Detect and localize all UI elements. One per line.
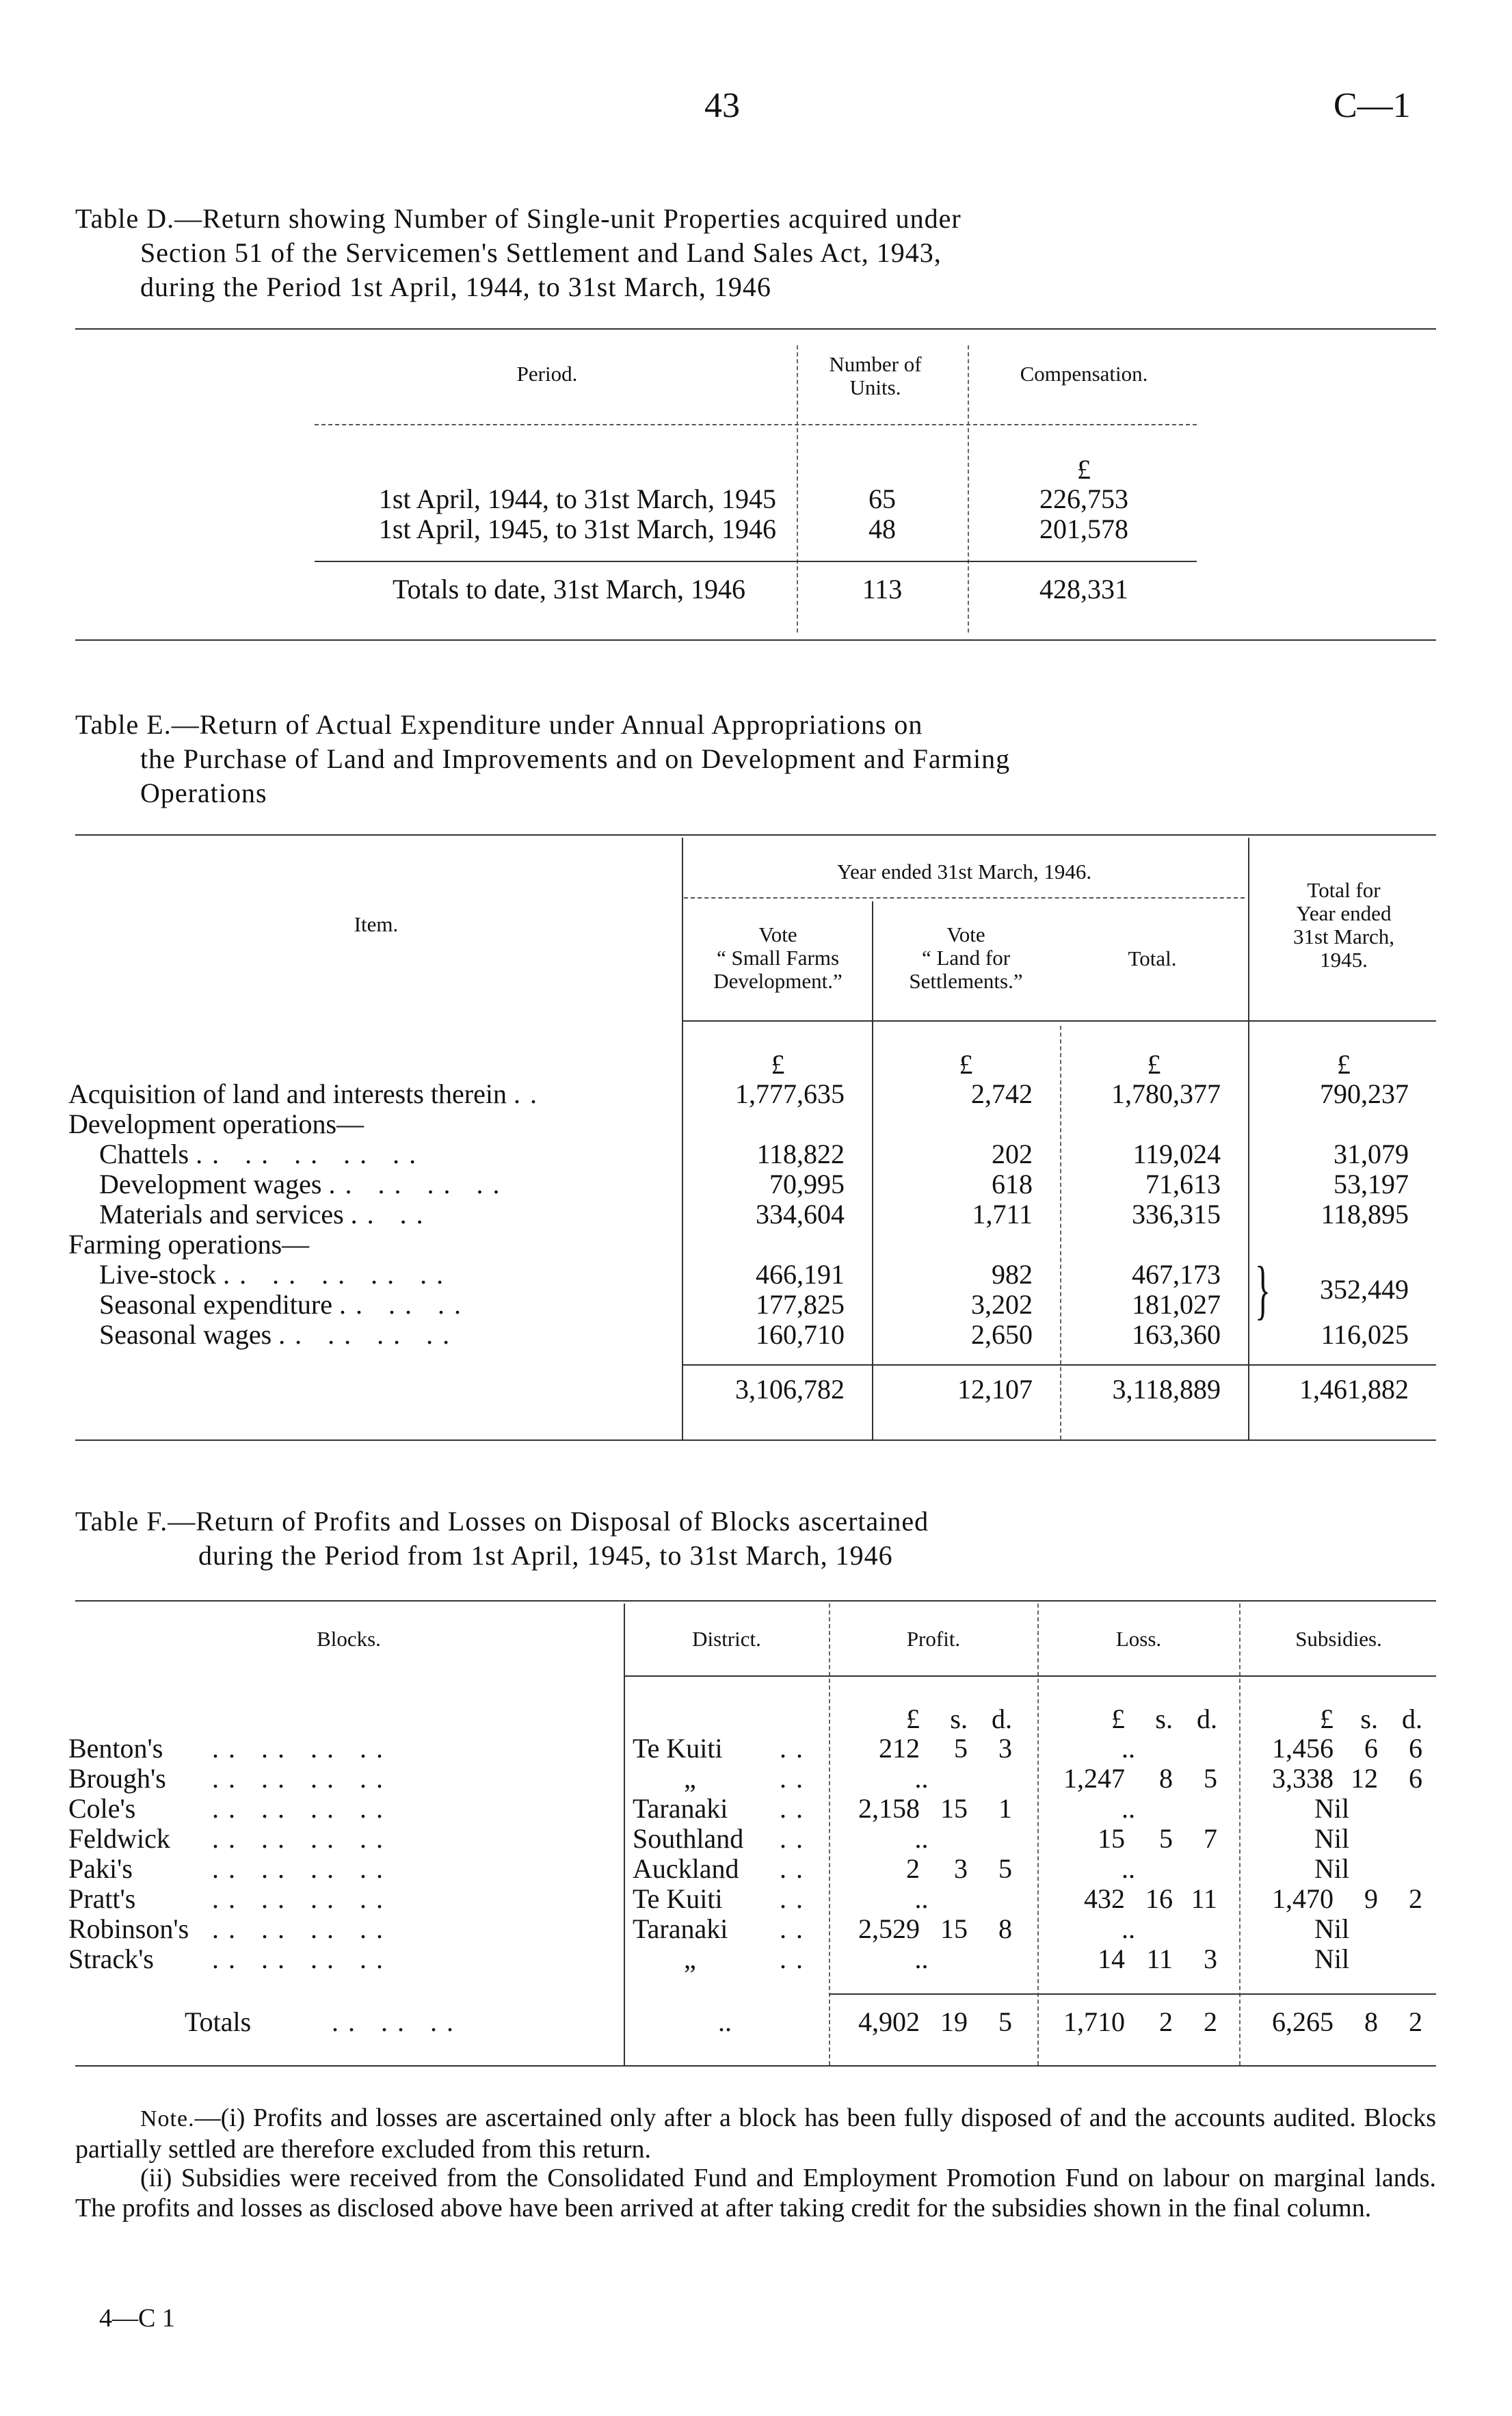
- table-f-profit-value: 5: [954, 1733, 968, 1764]
- table-d-col-units: [797, 353, 954, 399]
- table-e-v2: 3,202: [971, 1289, 1033, 1320]
- item-label: Chattels: [99, 1139, 189, 1169]
- table-d-units: 65: [868, 483, 896, 514]
- item-label: Seasonal wages: [99, 1319, 272, 1350]
- table-f-profit-value: 3: [954, 1853, 968, 1884]
- table-f-district: Taranaki: [633, 1793, 728, 1824]
- leader-dots: .. .. .. ..: [212, 1763, 393, 1794]
- table-f-loss-value: 432: [1084, 1883, 1125, 1914]
- col-line: 1945.: [1320, 948, 1368, 972]
- leader-dots: ..: [780, 1823, 812, 1854]
- table-f-loss-value: 3: [1204, 1943, 1217, 1974]
- rule: [624, 1675, 1436, 1677]
- table-f-loss-value: 11: [1146, 1943, 1173, 1974]
- table-e-v1: 466,191: [756, 1259, 845, 1290]
- leader-dots: ..: [780, 1853, 812, 1884]
- table-f-profit-value: 2: [906, 1853, 920, 1884]
- currency-symbol: £: [771, 1049, 785, 1080]
- table-d-col-compensation: Compensation.: [1020, 362, 1148, 386]
- table-d-title: [75, 202, 1436, 304]
- table-e-item: [99, 1139, 425, 1169]
- table-e-col-year: Year ended 31st March, 1946.: [836, 860, 1092, 884]
- table-e-col-vote-land: [872, 923, 1060, 993]
- unit-pounds: £: [1111, 1703, 1125, 1734]
- table-e-v2: 2,650: [971, 1319, 1033, 1350]
- table-d-units: 48: [868, 514, 896, 544]
- table-d-title-line: Section 51 of the Servicemen's Settlement and Land Sales Act, 1943,: [140, 237, 942, 268]
- table-f-loss-value: 1,247: [1063, 1763, 1125, 1794]
- table-f-subsidy-value: 9: [1364, 1883, 1378, 1914]
- table-e-group-heading: Farming operations—: [68, 1229, 310, 1260]
- column-divider: [1239, 1604, 1241, 2065]
- table-e-col-item: Item.: [354, 912, 399, 936]
- column-divider: [624, 1604, 625, 2065]
- table-f-subsidy-value: 2: [1409, 1883, 1422, 1914]
- table-f-block: Robinson's: [68, 1913, 189, 1944]
- currency-symbol: £: [1147, 1049, 1161, 1080]
- table-e-total-v1: 3,106,782: [735, 1374, 845, 1405]
- table-f-subsidy-value: 1,456: [1272, 1733, 1334, 1764]
- table-e-item: [99, 1290, 470, 1320]
- table-e-title-line: the Purchase of Land and Improvements and on Development and Farming: [140, 743, 1011, 774]
- table-f-col-subsidies: Subsidies.: [1295, 1627, 1382, 1651]
- col-line: Vote: [758, 922, 797, 946]
- table-e-total-total: 3,118,889: [1112, 1374, 1221, 1405]
- table-e-total: 467,173: [1132, 1259, 1221, 1290]
- table-f-loss-value: 5: [1204, 1763, 1217, 1794]
- table-f-subsidy-value: 6: [1409, 1733, 1422, 1764]
- table-f-district: Southland: [633, 1823, 744, 1854]
- column-divider: [1248, 838, 1249, 1439]
- table-e-prev: 790,237: [1320, 1078, 1409, 1109]
- page-number: 43: [704, 86, 740, 125]
- leader-dots: ..: [780, 1913, 812, 1944]
- table-f-loss-value: ..: [1122, 1733, 1135, 1764]
- table-e-total-prev: 1,461,882: [1299, 1374, 1409, 1405]
- table-f-profit-value: ..: [914, 1823, 929, 1854]
- table-e-title-line: Operations: [140, 778, 267, 808]
- table-e-title-line: Table E.—Return of Actual Expenditure under Annual Appropriations on: [75, 709, 923, 740]
- table-e-v2: 982: [992, 1259, 1033, 1290]
- table-f-totals-district: ..: [718, 2006, 732, 2037]
- table-f-title-line: during the Period from 1st April, 1945, to 31st March, 1946: [198, 1540, 893, 1571]
- table-f-loss-value: 7: [1204, 1823, 1217, 1854]
- table-d-period: 1st April, 1945, to 31st March, 1946: [378, 514, 776, 544]
- table-e-v2: 2,742: [971, 1078, 1033, 1109]
- totals-subsidy-pounds: 6,265: [1272, 2006, 1334, 2037]
- brace: }: [1255, 1253, 1271, 1326]
- table-f-subsidy-value: Nil: [1314, 1913, 1350, 1944]
- table-e-v1: 118,822: [756, 1139, 845, 1169]
- item-label: Acquisition of land and interests therein: [68, 1078, 507, 1109]
- totals-subsidy-pence: 2: [1409, 2006, 1422, 2037]
- table-d-col-period: Period.: [516, 362, 578, 386]
- col-line: 31st March,: [1292, 925, 1395, 948]
- col-line: Settlements.”: [909, 969, 1023, 993]
- table-f-profit-value: 15: [940, 1913, 968, 1944]
- table-f-loss-value: ..: [1122, 1853, 1135, 1884]
- table-f-profit-value: ..: [914, 1943, 929, 1974]
- leader-dots: .. .. .. .. ..: [196, 1139, 426, 1169]
- table-e-total: 163,360: [1132, 1319, 1221, 1350]
- table-f-block: Strack's: [68, 1943, 154, 1974]
- table-f-district: „: [684, 1943, 696, 1974]
- leader-dots: ..: [780, 1793, 812, 1824]
- table-f-district: Taranaki: [633, 1913, 728, 1944]
- table-f-col-profit: Profit.: [906, 1627, 961, 1651]
- footer-signature: 4—C 1: [99, 2304, 175, 2333]
- table-e-item: [99, 1199, 433, 1230]
- col-line: Year ended: [1296, 901, 1392, 925]
- table-f-profit-value: 15: [940, 1793, 968, 1824]
- table-f-block: Cole's: [68, 1793, 136, 1824]
- table-f-subsidy-value: 6: [1364, 1733, 1378, 1764]
- unit-pounds: £: [1320, 1703, 1334, 1734]
- table-d-title-line: during the Period 1st April, 1944, to 31st March, 1946: [140, 271, 771, 302]
- table-e-v1: 334,604: [756, 1199, 845, 1230]
- table-f-district: Te Kuiti: [633, 1733, 723, 1764]
- totals-profit-pounds: 4,902: [858, 2006, 920, 2037]
- unit-pence: d.: [1197, 1703, 1217, 1734]
- rule: [684, 897, 1245, 899]
- leader-dots: .. .. .. ..: [212, 1853, 393, 1884]
- table-e-v2: 1,711: [972, 1199, 1033, 1230]
- table-e-group-heading: Development operations—: [68, 1109, 364, 1139]
- col-line: Vote: [946, 922, 985, 946]
- table-f-totals-label: Totals: [185, 2006, 252, 2037]
- table-f-subsidy-value: 3,338: [1272, 1763, 1334, 1794]
- table-f-loss-value: 15: [1098, 1823, 1125, 1854]
- item-label: Seasonal expenditure: [99, 1289, 332, 1320]
- table-f-subsidy-value: Nil: [1314, 1853, 1350, 1884]
- table-e-v1: 1,777,635: [735, 1078, 845, 1109]
- leader-dots: .. .. .. ..: [278, 1319, 460, 1350]
- table-f-profit-value: 1: [998, 1793, 1012, 1824]
- column-divider: [829, 1604, 830, 2065]
- table-f-block: Benton's: [68, 1733, 163, 1764]
- table-f-title-line: Table F.—Return of Profits and Losses on Disposal of Blocks ascertained: [75, 1506, 929, 1537]
- leader-dots: .. .. .. ..: [212, 1823, 393, 1854]
- table-f-loss-value: 8: [1159, 1763, 1173, 1794]
- table-f-loss-value: ..: [1122, 1913, 1135, 1944]
- totals-profit-pence: 5: [998, 2006, 1012, 2037]
- table-f-loss-value: 14: [1098, 1943, 1125, 1974]
- table-e-col-vote-small-farms: [684, 923, 872, 993]
- table-d-compensation: 201,578: [1039, 514, 1128, 544]
- table-f-loss-value: 11: [1191, 1883, 1217, 1914]
- table-e-v2: 618: [992, 1169, 1033, 1199]
- table-f-district: Te Kuiti: [633, 1883, 723, 1914]
- table-e-item: [99, 1169, 509, 1199]
- table-e-prev: 118,895: [1321, 1199, 1409, 1230]
- table-f-profit-value: 8: [998, 1913, 1012, 1944]
- table-f-col-loss: Loss.: [1115, 1627, 1162, 1651]
- totals-profit-shillings: 19: [940, 2006, 968, 2037]
- table-f-subsidy-value: Nil: [1314, 1823, 1350, 1854]
- column-divider: [797, 345, 798, 633]
- table-f-block: Brough's: [68, 1763, 166, 1794]
- col-units-line: Number of: [829, 352, 922, 376]
- table-d-totals-units: 113: [862, 574, 903, 605]
- table-e-v1: 70,995: [769, 1169, 845, 1199]
- leader-dots: .. .. .. ..: [328, 1169, 509, 1199]
- table-f-profit-value: ..: [914, 1763, 929, 1794]
- table-e-item: [68, 1079, 546, 1109]
- rule: [315, 424, 1197, 425]
- table-f-district: „: [684, 1763, 696, 1794]
- currency-symbol: £: [1337, 1049, 1351, 1080]
- table-f-col-district: District.: [692, 1627, 761, 1651]
- rule: [75, 2065, 1436, 2067]
- leader-dots: ..: [780, 1883, 812, 1914]
- table-f-col-blocks: Blocks.: [317, 1627, 381, 1651]
- table-e-col-prev-year: [1251, 879, 1436, 972]
- table-e-v1: 160,710: [756, 1319, 845, 1350]
- table-f-block: Paki's: [68, 1853, 133, 1884]
- leader-dots: ..: [780, 1733, 812, 1764]
- table-e-col-total: Total.: [1128, 946, 1177, 970]
- unit-shillings: s.: [1360, 1703, 1378, 1734]
- rule: [829, 1993, 1436, 1995]
- totals-loss-pounds: 1,710: [1063, 2006, 1125, 2037]
- rule: [75, 328, 1436, 330]
- table-f-block: Pratt's: [68, 1883, 136, 1914]
- totals-loss-shillings: 2: [1159, 2006, 1173, 2037]
- table-e-total: 336,315: [1132, 1199, 1221, 1230]
- table-e-total: 1,780,377: [1111, 1078, 1221, 1109]
- column-divider: [682, 838, 683, 1439]
- leader-dots: ..: [513, 1078, 546, 1109]
- table-e-v1: 177,825: [756, 1289, 845, 1320]
- leader-dots: ..: [780, 1943, 812, 1974]
- table-e-prev: 31,079: [1334, 1139, 1409, 1169]
- document-code: C—1: [1334, 86, 1411, 125]
- table-f-district: Auckland: [633, 1853, 739, 1884]
- item-label: Materials and services: [99, 1199, 344, 1230]
- column-divider: [1037, 1604, 1039, 2065]
- col-line: “ Small Farms: [716, 946, 840, 970]
- table-f-subsidy-value: 1,470: [1272, 1883, 1334, 1914]
- table-e-prev: 53,197: [1334, 1169, 1409, 1199]
- table-d-compensation: 226,753: [1039, 483, 1128, 514]
- rule: [682, 1020, 1436, 1022]
- leader-dots: .. .. ..: [339, 1289, 470, 1320]
- leader-dots: .. .. .. ..: [212, 1733, 393, 1764]
- table-e-total: 181,027: [1132, 1289, 1221, 1320]
- column-divider: [968, 345, 969, 633]
- table-f-subsidy-value: 12: [1351, 1763, 1378, 1794]
- currency-symbol: £: [1077, 454, 1091, 485]
- table-e-item: [99, 1320, 459, 1350]
- table-f-profit-value: 2,529: [858, 1913, 920, 1944]
- unit-shillings: s.: [950, 1703, 968, 1734]
- leader-dots: .. .. .. ..: [212, 1793, 393, 1824]
- unit-pence: d.: [992, 1703, 1012, 1734]
- note-label: Note.: [140, 2106, 195, 2132]
- table-f-profit-value: 5: [998, 1853, 1012, 1884]
- leader-dots: ..: [780, 1763, 812, 1794]
- table-e-total-v2: 12,107: [957, 1374, 1033, 1405]
- note-paragraph-1: [75, 2103, 1436, 2164]
- totals-loss-pence: 2: [1204, 2006, 1217, 2037]
- rule: [75, 1600, 1436, 1602]
- table-f-loss-value: ..: [1122, 1793, 1135, 1824]
- table-d-totals-compensation: 428,331: [1039, 574, 1128, 605]
- item-label: Live-stock: [99, 1259, 217, 1290]
- col-units-line: Units.: [849, 375, 901, 399]
- rule: [75, 639, 1436, 641]
- table-f-block: Feldwick: [68, 1823, 170, 1854]
- unit-pounds: £: [906, 1703, 920, 1734]
- table-e-item: [99, 1260, 453, 1290]
- table-e-title: [75, 708, 1436, 810]
- table-d-title-line: Table D.—Return showing Number of Single-unit Properties acquired under: [75, 203, 961, 234]
- table-f-profit-value: ..: [914, 1883, 929, 1914]
- rule: [75, 834, 1436, 836]
- rule: [682, 1364, 1436, 1366]
- item-label: Development wages: [99, 1169, 322, 1199]
- table-d-period: 1st April, 1944, to 31st March, 1945: [378, 483, 776, 514]
- col-line: Total for: [1307, 878, 1381, 902]
- table-f-subsidy-value: Nil: [1314, 1943, 1350, 1974]
- table-f-loss-value: 16: [1145, 1883, 1173, 1914]
- table-f-title: [75, 1504, 1436, 1573]
- note-paragraph-2: (ii) Subsidies were received from the Consolidated Fund and Employment Promotion Fund on labour on marginal lands. The profits and losses as disclosed above have been arrived at after taking credit for the subsidies shown in the final column.: [75, 2164, 1436, 2222]
- leader-dots: .. .. .. ..: [212, 1913, 393, 1944]
- table-d-totals-label: Totals to date, 31st March, 1946: [393, 574, 745, 605]
- table-f-subsidy-value: Nil: [1314, 1793, 1350, 1824]
- leader-dots: .. ..: [350, 1199, 433, 1230]
- totals-subsidy-shillings: 8: [1364, 2006, 1378, 2037]
- leader-dots: .. .. .. ..: [212, 1943, 393, 1974]
- col-line: Development.”: [713, 969, 843, 993]
- rule: [315, 561, 1197, 562]
- unit-shillings: s.: [1155, 1703, 1173, 1734]
- unit-pence: d.: [1402, 1703, 1422, 1734]
- table-f-loss-value: 5: [1159, 1823, 1173, 1854]
- col-line: “ Land for: [921, 946, 1011, 970]
- table-f-profit-value: 3: [998, 1733, 1012, 1764]
- table-e-v2: 202: [992, 1139, 1033, 1169]
- currency-symbol: £: [959, 1049, 973, 1080]
- table-f-profit-value: 2,158: [858, 1793, 920, 1824]
- note-text: —(i) Profits and losses are ascertained only after a block has been fully disposed of and the accounts audited. Blocks partially settled are therefore excluded from this return.: [75, 2103, 1436, 2164]
- table-e-prev-combined: 352,449: [1320, 1274, 1409, 1305]
- leader-dots: .. .. ..: [332, 2006, 463, 2037]
- table-e-total: 71,613: [1145, 1169, 1221, 1199]
- leader-dots: .. .. .. ..: [212, 1883, 393, 1914]
- rule: [75, 1439, 1436, 1441]
- table-e-prev: 116,025: [1321, 1319, 1409, 1350]
- table-f-profit-value: 212: [879, 1733, 920, 1764]
- table-e-total: 119,024: [1132, 1139, 1221, 1169]
- table-f-subsidy-value: 6: [1409, 1763, 1422, 1794]
- leader-dots: .. .. .. .. ..: [223, 1259, 453, 1290]
